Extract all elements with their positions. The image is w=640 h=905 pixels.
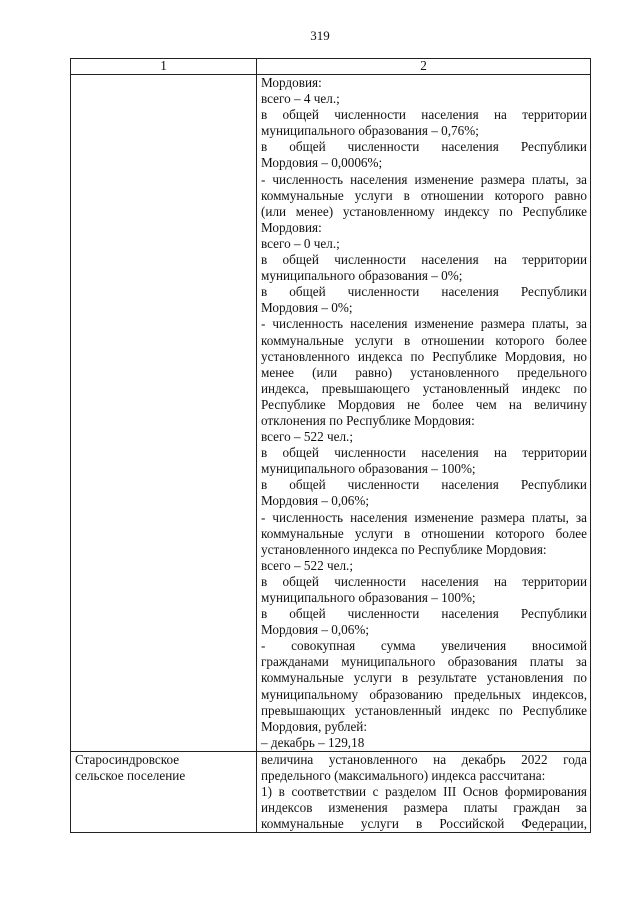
page-number: 319: [310, 28, 330, 43]
text-line: предельного (максимального) индекса рассчитана:: [261, 768, 546, 784]
text-line: Республике Мордовия не более чем на величину: [261, 396, 587, 412]
table-header-row: [71, 59, 591, 75]
text-line: муниципального образования – 100%;: [261, 461, 476, 477]
text-line: превышающих установленный индекс по Республике: [261, 702, 587, 718]
table-row: [71, 751, 591, 832]
text-line: всего – 522 чел.;: [261, 429, 353, 445]
text-line: коммунальные услуги в результате установления по: [261, 670, 587, 686]
text-line: 1) в соответствии с разделом III Основ формирования: [261, 784, 587, 800]
text-line: Мордовия – 0,0006%;: [261, 155, 383, 171]
text-line: отклонения по Республике Мордовия:: [261, 412, 475, 428]
text-line: Мордовия, рублей:: [261, 718, 368, 734]
text-line: всего – 522 чел.;: [261, 557, 353, 573]
text-line: в общей численности населения на территории: [261, 252, 587, 268]
row1-right-cell: [257, 75, 591, 752]
text-line: муниципального образования – 0,76%;: [261, 123, 479, 139]
text-line: Мордовия – 0,06%;: [261, 622, 369, 638]
text-line: всего – 0 чел.;: [261, 235, 340, 251]
row1-text-block: [261, 75, 587, 751]
column-header-1: 1: [71, 59, 257, 75]
row2-left-cell: [71, 751, 257, 832]
table-row: [71, 75, 591, 752]
text-line: муниципального образования – 0%;: [261, 268, 463, 284]
text-line: в общей численности населения Республики: [261, 606, 587, 622]
text-line: гражданами муниципального образования платы за: [261, 654, 587, 670]
text-line: Мордовия – 0%;: [261, 300, 353, 316]
text-line: в общей численности населения Республики: [261, 139, 587, 155]
row2-right-cell: [257, 751, 591, 832]
text-line: муниципальному образованию предельных индексов,: [261, 686, 587, 702]
text-line: муниципального образования – 100%;: [261, 590, 476, 605]
text-line: (или менее) установленному индексу по Республике: [261, 203, 587, 219]
text-line: - совокупная сумма увеличения вносимой: [261, 638, 587, 654]
text-line: в общей численности населения на территории: [261, 445, 587, 461]
text-line: величина установленного на декабрь 2022 года: [261, 751, 587, 767]
text-line: - численность населения изменение размера платы, за: [261, 171, 587, 187]
text-line: индекса, превышающего установленный индекс по: [261, 380, 587, 396]
text-line: установленного индекса по Республике Мордовия:: [261, 541, 547, 557]
text-line: коммунальные услуги в отношении которого более: [261, 332, 587, 348]
text-line: - численность населения изменение размера платы, за: [261, 316, 587, 332]
text-line: индексов изменения размера платы граждан за: [261, 800, 587, 816]
municipality-name-line-1: Старосиндровское: [75, 751, 180, 767]
text-line: в общей численности населения Республики: [261, 477, 587, 493]
text-line: Мордовия – 0,06%;: [261, 493, 369, 509]
text-line: Мордовия:: [261, 75, 322, 90]
text-line: - численность населения изменение размера платы, за: [261, 509, 587, 525]
text-line: менее (или равно) установленного предельного: [261, 364, 587, 380]
text-line: в общей численности населения на территории: [261, 573, 587, 589]
text-line: в общей численности населения Республики: [261, 284, 587, 300]
municipality-name-line-2: сельское поселение: [75, 768, 186, 784]
text-line: – декабрь – 129,18: [261, 734, 365, 750]
text-line: коммунальные услуги в Российской Федерации,: [261, 816, 587, 832]
text-line: установленного индекса по Республике Мордовия, но: [261, 348, 587, 364]
row1-left-cell: [71, 75, 257, 752]
text-line: коммунальные услуги в отношении которого равно: [261, 187, 587, 203]
column-header-2: 2: [257, 59, 591, 75]
row2-text-block: [261, 752, 587, 832]
text-line: коммунальные услуги в отношении которого более: [261, 525, 587, 541]
text-line: в общей численности населения на территории: [261, 107, 587, 123]
text-line: Мордовия:: [261, 219, 322, 235]
text-line: всего – 4 чел.;: [261, 91, 340, 107]
document-table: [70, 58, 591, 833]
